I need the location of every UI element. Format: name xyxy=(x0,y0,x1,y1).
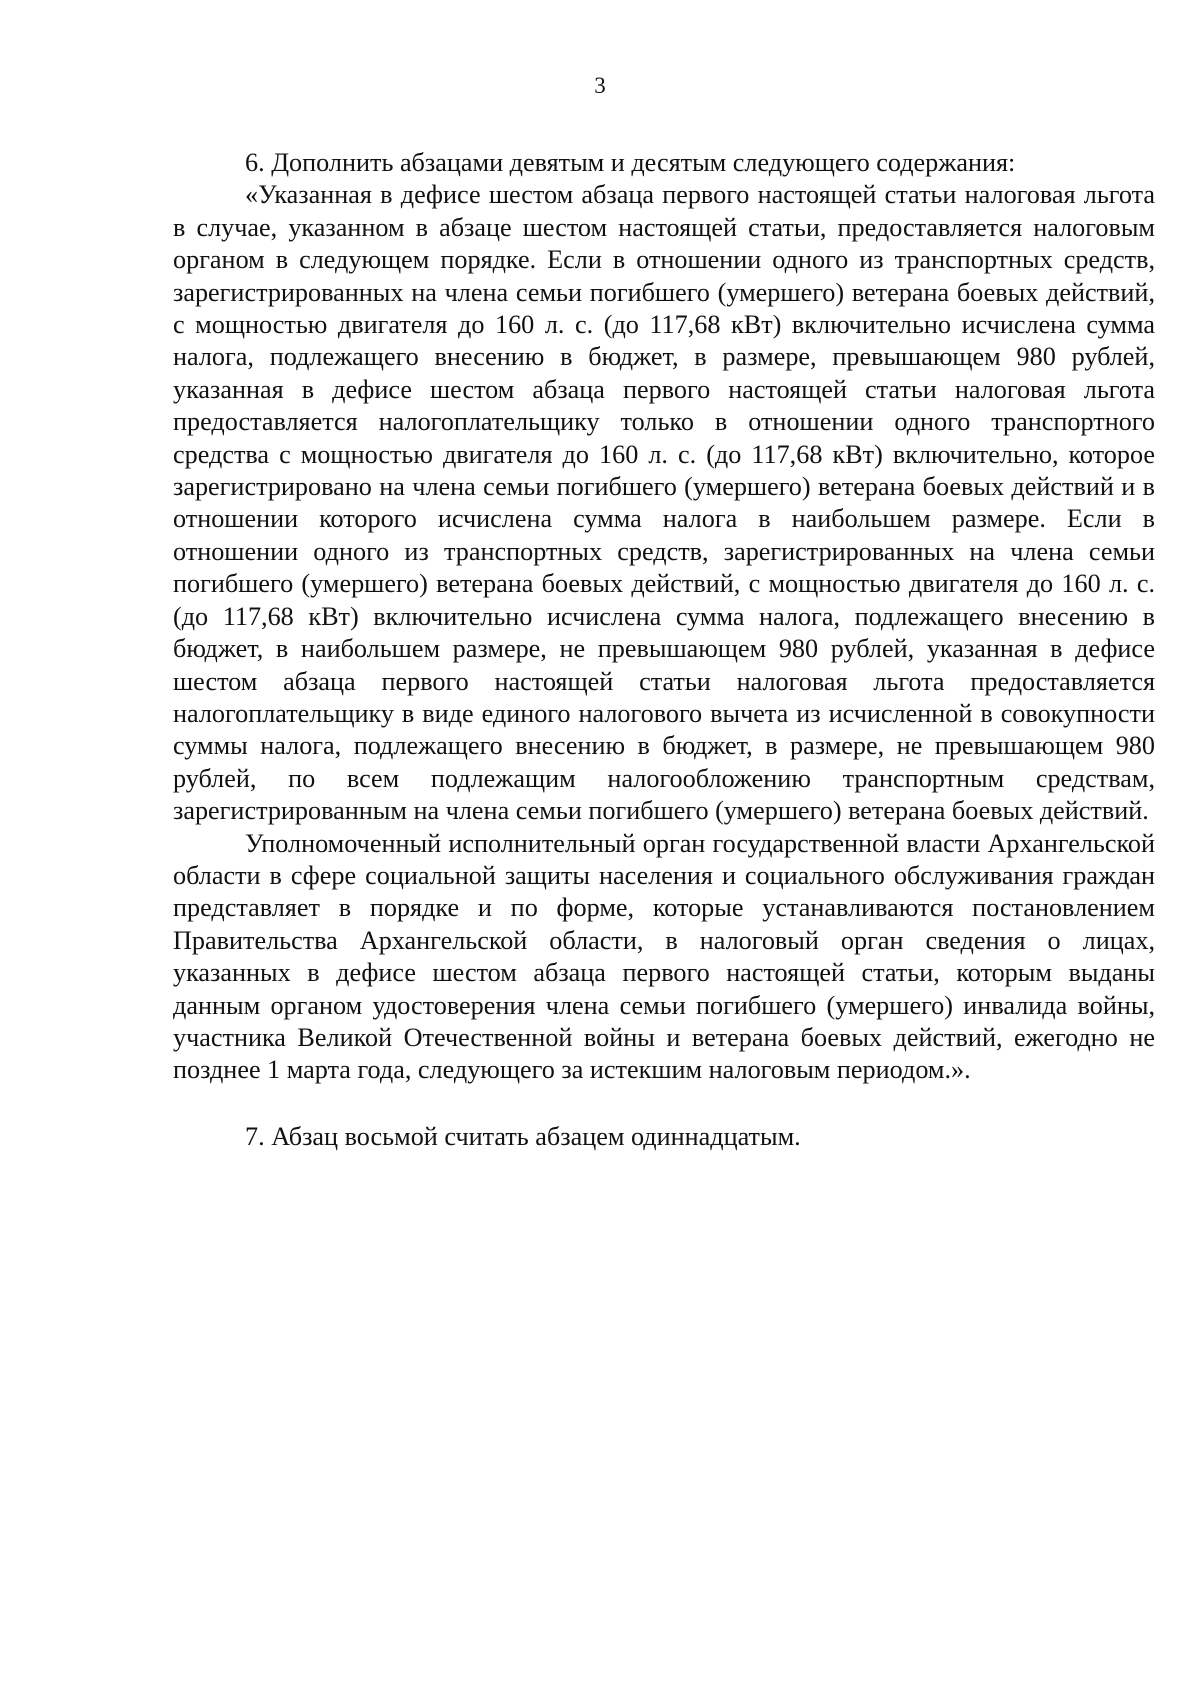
paragraph-tax-benefit-procedure: «Указанная в дефисе шестом абзаца первого настоящей статьи налоговая льгота в случае, указанном в абзаце шестом настоящей статьи, предоставляется налоговым органом в следующем порядке. Если в отношении одного из транспортных средств, зарегистрированных на члена семьи погибшего (умершего) ветерана боевых действий, с мощностью двигателя до 160 л. с. (до 117,68 кВт) включительно исчислена сумма налога, подлежащего внесению в бюджет, в размере, превышающем 980 рублей, указанная в дефисе шестом абзаца первого настоящей статьи налоговая льгота предоставляется налогоплательщику только в отношении одного транспортного средства с мощностью двигателя до 160 л. с. (до 117,68 кВт) включительно, которое зарегистрировано на члена семьи погибшего (умершего) ветерана боевых действий и в отношении которого исчислена сумма налога в наибольшем размере. Если в отношении одного из транспортных средств, зарегистрированных на члена семьи погибшего (умершего) ветерана боевых действий, с мощностью двигателя до 160 л. с. (до 117,68 кВт) включительно исчислена сумма налога, подлежащего внесению в бюджет, в наибольшем размере, не превышающем 980 рублей, указанная в дефисе шестом абзаца первого настоящей статьи налоговая льгота предоставляется налогоплательщику в виде единого налогового вычета из исчисленной в совокупности суммы налога, подлежащего внесению в бюджет, в размере, не превышающем 980 рублей, по всем подлежащим налогообложению транспортным средствам, зарегистрированным на члена семьи погибшего (умершего) ветерана боевых действий. xyxy=(173,180,1155,826)
document-body xyxy=(173,147,1155,1153)
page-number: 3 xyxy=(594,73,606,98)
paragraph-item-7: 7. Абзац восьмой считать абзацем одиннадцатым. xyxy=(245,1121,801,1151)
paragraph-authorized-body-reporting: Уполномоченный исполнительный орган государственной власти Архангельской области в сфере социальной защиты населения и социального обслуживания граждан представляет в порядке и по форме, которые устанавливаются постановлением Правительства Архангельской области, в налоговый орган сведения о лицах, указанных в дефисе шестом абзаца первого настоящей статьи, которым выданы данным органом удостоверения члена семьи погибшего (умершего) инвалида войны, участника Великой Отечественной войны и ветерана боевых действий, ежегодно не позднее 1 марта года, следующего за истекшим налоговым периодом.». xyxy=(173,828,1155,1085)
paragraph-item-6-heading: 6. Дополнить абзацами девятым и десятым следующего содержания: xyxy=(245,148,1016,177)
